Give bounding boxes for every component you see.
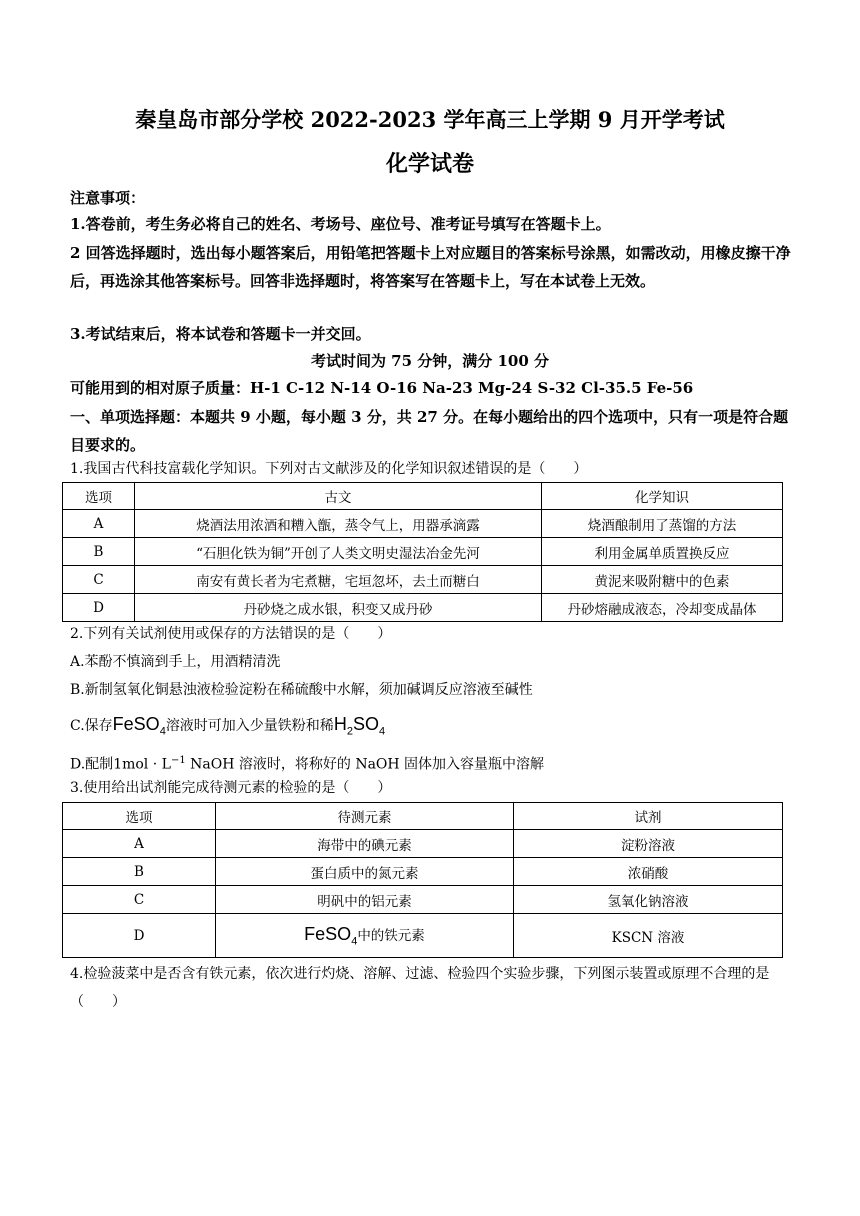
table-header-cell: 化学知识: [542, 483, 783, 510]
exam-time: 考试时间为 75 分钟，满分 100 分: [310, 352, 550, 370]
table-cell: 南安有黄长者为宅煮糖，宅垣忽坏，去土而糖白: [135, 566, 542, 594]
notes-heading: 注意事项：: [70, 189, 146, 207]
table-row: [63, 594, 783, 622]
note-3: 3.考试结束后，将本试卷和答题卡一并交回。: [70, 325, 371, 343]
table-cell: D: [63, 914, 216, 958]
table-header-cell: 待测元素: [216, 803, 514, 830]
table-cell: 明矾中的铝元素: [216, 886, 514, 914]
note-2: 2 回答选择题时，选出每小题答案后，用铅笔把答题卡上对应题目的答案标号涂黑，如需改动，用橡皮擦干净后，再选涂其他答案标号。回答非选择题时，将答案写在答题卡上，写在本试卷上无效。: [70, 244, 791, 290]
table-cell: B: [63, 538, 135, 566]
table-cell: KSCN 溶液: [514, 914, 783, 958]
table-row: [63, 803, 783, 830]
q2-option-c-text: 溶液时可加入少量铁粉和稀: [165, 718, 334, 734]
table-cell: 烧酒酿制用了蒸馏的方法: [542, 510, 783, 538]
table-row: [63, 914, 783, 958]
table-cell: C: [63, 566, 135, 594]
h2so4-formula: $H_2SO_4$: [333, 714, 386, 738]
table-row: [63, 510, 783, 538]
table-row: [63, 483, 783, 510]
table-row: [63, 886, 783, 914]
q3-stem: 3.使用给出试剂能完成待测元素的检验的是（ ）: [70, 780, 392, 796]
page-subtitle: 化学试卷: [385, 151, 474, 177]
table-header-cell: 古文: [135, 483, 542, 510]
table-cell: 丹砂熔融成液态，冷却变成晶体: [542, 594, 783, 622]
q2-option-b: B.新制氢氧化铜悬浊液检验淀粉在稀硫酸中水解，须加碱调反应溶液至碱性: [70, 682, 533, 698]
table-row: [63, 858, 783, 886]
q2-option-d-prefix: D.配制: [70, 756, 114, 773]
table-cell: 海带中的碘元素: [216, 830, 514, 858]
table-cell: “石胆化铁为铜”开创了人类文明史湿法冶金先河: [135, 538, 542, 566]
table-cell: D: [63, 594, 135, 622]
table-row: [63, 538, 783, 566]
table-cell: [216, 914, 514, 958]
table-cell: 黄泥来吸附糖中的色素: [542, 566, 783, 594]
table-cell: 烧酒法用浓酒和糟入甑，蒸令气上，用器承滴露: [135, 510, 542, 538]
table-cell: 利用金属单质置换反应: [542, 538, 783, 566]
table-header-cell: 选项: [63, 803, 216, 830]
table-row: [63, 830, 783, 858]
feso4-formula: FeSO$_4$: [304, 923, 358, 948]
unit-exponent: −1: [170, 755, 186, 766]
table-cell: 蛋白质中的氮元素: [216, 858, 514, 886]
table-cell: 浓硝酸: [514, 858, 783, 886]
table-header-cell: 选项: [63, 483, 135, 510]
atomic-masses: 可能用到的相对原子质量：H-1 C-12 N-14 O-16 Na-23 Mg-24 S-32 Cl-35.5 Fe-56: [70, 379, 694, 397]
q4-stem: 4.检验菠菜中是否含有铁元素，依次进行灼烧、溶解、过滤、检验四个实验步骤，下列图示装置或原理不合理的是（ ）: [70, 966, 770, 1010]
table-cell: B: [63, 858, 216, 886]
feso4-formula: FeSO$_4$: [112, 714, 166, 738]
table-cell: A: [63, 830, 216, 858]
note-1: 1.答卷前，考生务必将自己的姓名、考场号、座位号、准考证号填写在答题卡上。: [70, 215, 611, 233]
table-cell: 淀粉溶液: [514, 830, 783, 858]
q2-option-c-prefix: C.保存: [70, 718, 113, 734]
q2-option-d-text: NaOH 溶液时，将称好的 NaOH 固体加入容量瓶中溶解: [185, 756, 545, 773]
section-1-heading: 一、单项选择题：本题共 9 小题，每小题 3 分，共 27 分。在每小题给出的四个选项中，只有一项是符合题目要求的。: [70, 408, 789, 454]
q1-stem: 1.我国古代科技富载化学知识。下列对古文献涉及的化学知识叙述错误的是（ ）: [70, 461, 588, 477]
page-title: 秦皇岛市部分学校 2022-2023 学年高三上学期 9 月开学考试: [135, 107, 725, 132]
concentration-unit: 1mol · L: [113, 756, 171, 773]
q1-table: [62, 482, 783, 622]
q2-option-c: [70, 709, 795, 747]
table-header-cell: 试剂: [514, 803, 783, 830]
q2-option-a: A.苯酚不慎滴到手上，用酒精清洗: [70, 654, 281, 670]
table-cell: 丹砂烧之成水银，积变又成丹砂: [135, 594, 542, 622]
table-row: [63, 566, 783, 594]
q3-d-element-text: 中的铁元素: [357, 927, 425, 944]
table-cell: C: [63, 886, 216, 914]
q2-stem: 2.下列有关试剂使用或保存的方法错误的是（ ）: [70, 626, 392, 642]
table-cell: 氢氧化钠溶液: [514, 886, 783, 914]
q3-table: [62, 802, 783, 958]
table-cell: A: [63, 510, 135, 538]
q2-option-d: [70, 748, 795, 778]
